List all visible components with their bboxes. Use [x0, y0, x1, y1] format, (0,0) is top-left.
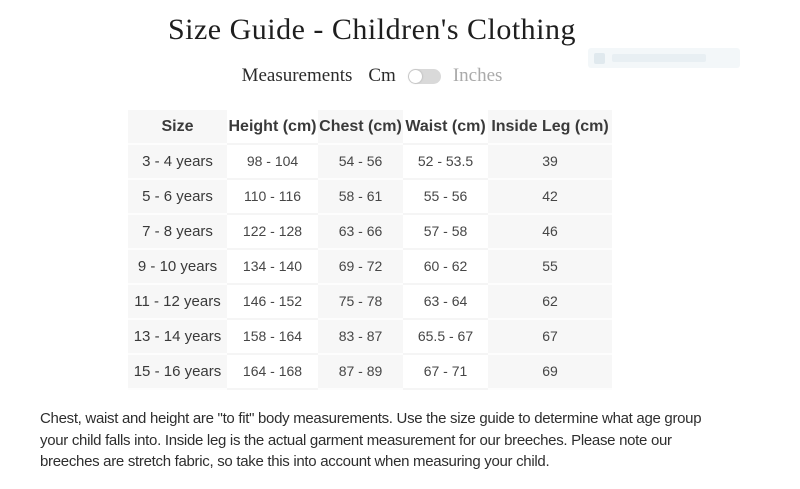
table-cell: 164 - 168	[227, 354, 318, 389]
column-header: Inside Leg (cm)	[488, 110, 612, 144]
table-cell: 146 - 152	[227, 284, 318, 319]
page-title: Size Guide - Children's Clothing	[167, 13, 577, 46]
table-row	[128, 179, 612, 214]
table-cell: 42	[488, 179, 612, 214]
faded-overlay-icon	[594, 53, 605, 64]
column-header: Waist (cm)	[403, 110, 488, 144]
unit-toggle-switch[interactable]	[408, 69, 441, 84]
table-row	[128, 319, 612, 354]
table-cell: 134 - 140	[227, 249, 318, 284]
table-cell: 63 - 64	[403, 284, 488, 319]
table-row	[128, 354, 612, 389]
table-cell: 55	[488, 249, 612, 284]
table-cell: 65.5 - 67	[403, 319, 488, 354]
table-cell: 67 - 71	[403, 354, 488, 389]
size-table	[128, 110, 612, 390]
unit-option-inches[interactable]: Inches	[452, 65, 503, 86]
table-cell: 158 - 164	[227, 319, 318, 354]
table-cell: 69 - 72	[318, 249, 403, 284]
table-cell: 46	[488, 214, 612, 249]
table-cell: 15 - 16 years	[128, 354, 227, 389]
table-cell: 7 - 8 years	[128, 214, 227, 249]
table-cell: 57 - 58	[403, 214, 488, 249]
size-table-body	[128, 144, 612, 389]
table-row	[128, 144, 612, 179]
toggle-knob-icon	[409, 70, 422, 83]
unit-option-cm[interactable]: Cm	[368, 65, 396, 86]
table-cell: 98 - 104	[227, 144, 318, 179]
table-cell: 110 - 116	[227, 179, 318, 214]
table-cell: 67	[488, 319, 612, 354]
column-header: Height (cm)	[227, 110, 318, 144]
table-cell: 9 - 10 years	[128, 249, 227, 284]
table-cell: 52 - 53.5	[403, 144, 488, 179]
table-cell: 62	[488, 284, 612, 319]
faded-overlay	[588, 48, 740, 68]
size-guide-note: Chest, waist and height are "to fit" body measurements. Use the size guide to determine what age group your child falls into. Inside leg is the actual garment measurement for our breeches. Please note our breeches are stretch fabric, so take this into account when measuring your child.	[40, 410, 702, 471]
table-cell: 87 - 89	[318, 354, 403, 389]
table-cell: 11 - 12 years	[128, 284, 227, 319]
measurements-label: Measurements	[241, 65, 353, 86]
table-cell: 5 - 6 years	[128, 179, 227, 214]
column-header: Size	[128, 110, 227, 144]
faded-overlay-text	[612, 54, 706, 62]
table-cell: 63 - 66	[318, 214, 403, 249]
table-cell: 55 - 56	[403, 179, 488, 214]
table-cell: 69	[488, 354, 612, 389]
table-cell: 83 - 87	[318, 319, 403, 354]
table-cell: 54 - 56	[318, 144, 403, 179]
table-cell: 60 - 62	[403, 249, 488, 284]
table-row	[128, 284, 612, 319]
size-table-header-row	[128, 110, 612, 144]
table-cell: 58 - 61	[318, 179, 403, 214]
size-guide-page	[0, 12, 744, 473]
table-row	[128, 249, 612, 284]
table-cell: 3 - 4 years	[128, 144, 227, 179]
table-row	[128, 214, 612, 249]
table-cell: 39	[488, 144, 612, 179]
table-cell: 13 - 14 years	[128, 319, 227, 354]
column-header: Chest (cm)	[318, 110, 403, 144]
table-cell: 75 - 78	[318, 284, 403, 319]
table-cell: 122 - 128	[227, 214, 318, 249]
